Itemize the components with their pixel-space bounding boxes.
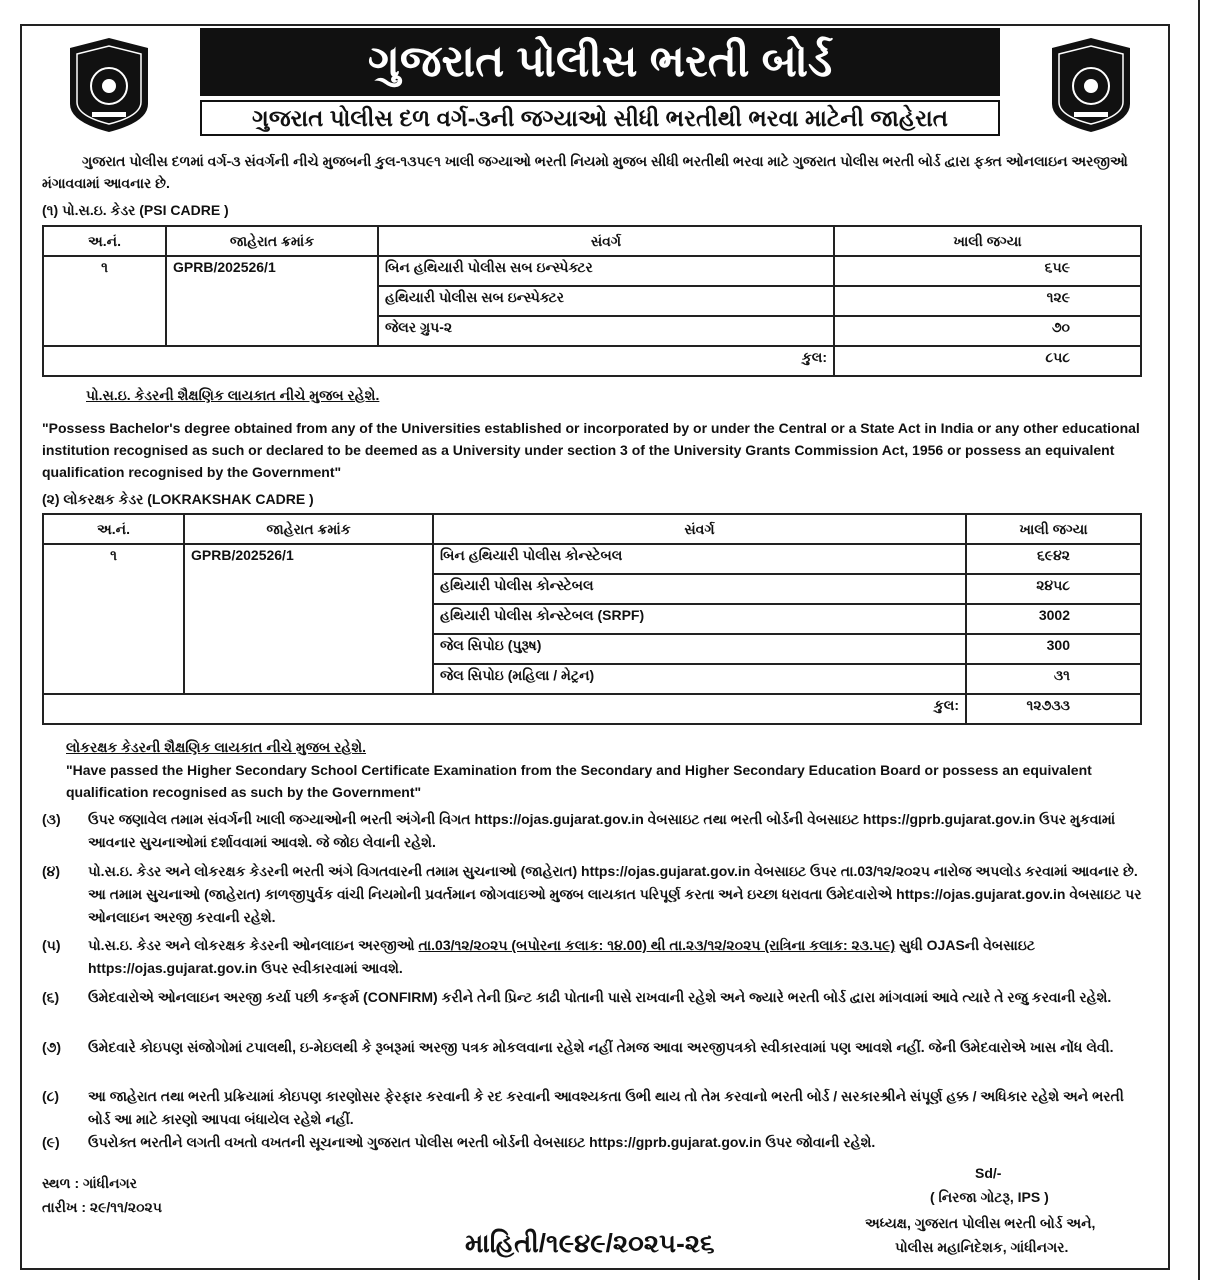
information-reference-number: માહિતી/૧૯૪૯/૨૦૨૫-૨૬: [465, 1228, 715, 1258]
table-row: હથિયારી પોલીસ સબ ઇન્સ્પેક્ટર ૧૨૯: [43, 286, 1141, 316]
col-header: અ.નં.: [43, 514, 184, 544]
col-header: ખાલી જગ્યા: [834, 226, 1141, 256]
instruction-item: (૭) ઉમેદવારે કોઇપણ સંજોગોમાં ટપાલથી, ઇ-મેઇલથી કે રૂબરૂમાં અરજી પત્રક મોકલવાના રહેશે નહીં તેમજ આવા અરજીપત્રકો સ્વીકારવામાં પણ આવશે નહીં. જેની ઉમેદવારોએ ખાસ નોંધ લેવી.: [42, 1039, 1114, 1055]
psi-heading: (૧) પો.સ.ઇ. કેડર (PSI CADRE ): [42, 202, 229, 218]
col-header: અ.નં.: [43, 226, 166, 256]
lrd-qualification-text: "Have passed the Higher Secondary School Certificate Examination from the Secondary and Higher Secondary Education Board or possess an equivalent qualification recognised as such by the Government": [66, 762, 1092, 800]
signatory-name: ( નિરજા ગોટરૂ, IPS ): [930, 1189, 1049, 1205]
instruction-item: (૯) ઉપરોક્ત ભરતીને લગતી વખતો વખતની સૂચનાઓ ગુજરાત પોલીસ ભરતી બોર્ડની વેબસાઇટ https://gprb.gujarat.gov.in ઉપર જોવાની રહેશે.: [42, 1134, 876, 1150]
col-header: સંવર્ગ: [378, 226, 834, 256]
page-title: ગુજરાત પોલીસ ભરતી બોર્ડ: [200, 28, 1000, 96]
application-dates: તા.03/૧૨/૨૦૨૫ (બપોરના કલાક: ૧૪.00) થી તા.૨૩/૧૨/૨૦૨૫ (રાત્રિના કલાક: ૨૩.૫૯): [418, 937, 896, 953]
col-header: સંવર્ગ: [433, 514, 966, 544]
place: સ્થળ : ગાંધીનગર: [42, 1175, 137, 1191]
signatory-designation: અધ્યક્ષ, ગુજરાત પોલીસ ભરતી બોર્ડ અને,: [865, 1215, 1096, 1231]
table-row: હથિયારી પોલીસ કોન્સ્ટેબલ ૨૪૫૮: [43, 574, 1141, 604]
police-emblem-logo-right: [1044, 34, 1138, 136]
table-row: ૧ GPRB/202526/1 બિન હથિયારી પોલીસ સબ ઇન્સ્પેક્ટર ૬૫૯: [43, 256, 1141, 286]
col-header: જાહેરાત ક્રમાંક: [166, 226, 378, 256]
page-subtitle: ગુજરાત પોલીસ દળ વર્ગ-૩ની જગ્યાઓ સીધી ભરતીથી ભરવા માટેની જાહેરાત: [200, 100, 1000, 136]
table-row: હથિયારી પોલીસ કોન્સ્ટેબલ (SRPF) 3002: [43, 604, 1141, 634]
table-row: ૧ GPRB/202526/1 બિન હથિયારી પોલીસ કોન્સ્ટેબલ ૬૯૪૨: [43, 544, 1141, 574]
page-edge-line: [1198, 0, 1200, 1280]
instruction-item: (૬) ઉમેદવારોએ ઓનલાઇન અરજી કર્યા પછી કન્ફર્મ (CONFIRM) કરીને તેની પ્રિન્ટ કાઢી પોતાની પાસે રાખવાની રહેશે અને જ્યારે ભરતી બોર્ડ દ્વારા માંગવામાં આવે ત્યારે તે રજુ કરવાની રહેશે.: [42, 989, 1112, 1005]
instruction-item: (૪) પો.સ.ઇ. કેડર અને લોકરક્ષક કેડરની ભરતી અંગે વિગતવારની તમામ સુચનાઓ (જાહેરાત) https://ojas.gujarat.gov.in વેબસાઇટ ઉપર તા.03/૧૨/૨૦૨૫ નારોજ અપલોડ કરવામાં આવનાર છે. આ તમામ સુચનાઓ (જાહેરાત) કાળજીપુર્વક વાંચી નિયમોની પ્રવર્તમાન જોગવાઇઓ મુજબ લાયકાત પરિપૂર્ણ કરતા અને ઇચ્છા ધરાવતા ઉમેદવારોએ https://ojas.gujarat.gov.in વેબસાઇટ પર ઓનલાઇન અરજી કરવાની રહેશે.: [42, 863, 1142, 925]
psi-qualification-heading: પો.સ.ઇ. કેડરની શૈક્ષણિક લાયકાત નીચે મુજબ રહેશે.: [86, 387, 380, 403]
table-row: જેલ સિપોઇ (મહિલા / મેટ્રન) ૩૧: [43, 664, 1141, 694]
col-header: ખાલી જગ્યા: [966, 514, 1141, 544]
instruction-item: (૮) આ જાહેરાત તથા ભરતી પ્રક્રિયામાં કોઇપણ કારણોસર ફેરફાર કરવાની કે રદ કરવાની આવશ્યકતા ઉભી થાય તો તેમ કરવાનો ભરતી બોર્ડ / સરકારશ્રીને સંપૂર્ણ હક્ક / અધિકાર રહેશે અને ભરતી બોર્ડ આ માટે કારણો આપવા બંધાયેલ રહેશે નહીં.: [42, 1088, 1124, 1127]
psi-vacancy-table: [42, 225, 1142, 377]
police-emblem-logo-left: [62, 34, 156, 136]
total-row: કુલ: ૮૫૮: [43, 346, 1141, 376]
lrd-vacancy-table: [42, 513, 1142, 725]
table-row: જેલર ગ્રુપ-૨ ૭૦: [43, 316, 1141, 346]
signed-mark: Sd/-: [975, 1165, 1002, 1181]
lrd-qualification-heading: લોકરક્ષક કેડરની શૈક્ષણિક લાયકાત નીચે મુજબ રહેશે.: [66, 739, 367, 755]
date: તારીખ : ૨૯/૧૧/૨૦૨૫: [42, 1199, 162, 1215]
psi-qualification-text: "Possess Bachelor's degree obtained from any of the Universities established or incorporated by or under the Central or a State Act in India or any other educational institution recognised as such or declared to be deemed as a University under section 3 of the University Grants Commission Act, 1956 or possess an equivalent qualification recognised by the Government": [42, 420, 1140, 480]
total-row: કુલ: ૧૨૭૩૩: [43, 694, 1141, 724]
instruction-item: (૩) ઉપર જણાવેલ તમામ સંવર્ગની ખાલી જગ્યાઓની ભરતી અંગેની વિગત https://ojas.gujarat.gov.in વેબસાઇટ તથા ભરતી બોર્ડની વેબસાઇટ https://gprb.gujarat.gov.in ઉપર મુકવામાં આવનાર સુચનાઓમાં દર્શાવવામાં આવશે. જે જોઇ લેવાની રહેશે.: [42, 811, 1116, 850]
instruction-item: (૫) પો.સ.ઇ. કેડર અને લોકરક્ષક કેડરની ઓનલાઇન અરજીઓ તા.03/૧૨/૨૦૨૫ (બપોરના કલાક: ૧૪.00) થી તા.૨૩/૧૨/૨૦૨૫ (રાત્રિના કલાક: ૨૩.૫૯) સુધી OJASની વેબસાઇટ https://ojas.gujarat.gov.in ઉપર સ્વીકારવામાં આવશે.: [42, 937, 1035, 976]
signatory-designation: પોલીસ મહાનિદેશક, ગાંધીનગર.: [895, 1239, 1069, 1255]
col-header: જાહેરાત ક્રમાંક: [184, 514, 433, 544]
intro-paragraph: ગુજરાત પોલીસ દળમાં વર્ગ-૩ સંવર્ગની નીચે મુજબની કુલ-૧૩૫૯૧ ખાલી જગ્યાઓ ભરતી નિયમો મુજબ સીધી ભરતીથી ભરવા માટે ગુજરાત પોલીસ ભરતી બોર્ડ દ્વારા ફક્ત ઓનલાઇન અરજીઓ મંગાવવામાં આવનાર છે.: [42, 153, 1128, 191]
lrd-heading: (૨) લોકરક્ષક કેડર (LOKRAKSHAK CADRE ): [42, 491, 314, 507]
table-row: જેલ સિપોઇ (પુરૂષ) 300: [43, 634, 1141, 664]
